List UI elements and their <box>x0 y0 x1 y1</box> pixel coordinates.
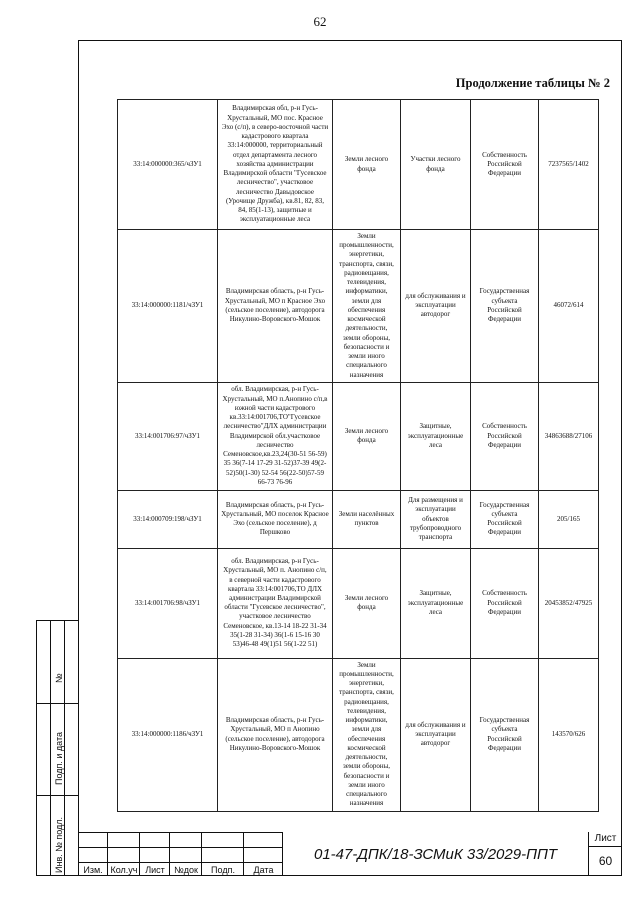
title-block <box>78 832 622 876</box>
sheet-box <box>588 832 622 876</box>
stamp-label-date: Дата <box>253 865 274 875</box>
cell-cadastral: 33:14:000000:1181/чЗУ1 <box>118 230 218 383</box>
cell-address: обл. Владимирская, р-н Гусь-Хрустальный, МО п. Анопино с/п, в северной части кадастрового квартала 33:14:001706,ТО ДЛХ администрации Владимирской области "Гусевское лесничество", участковое лесничество Семеновское, кв.13-14 18-22 31-34 35(1-28 31-34) 36(1-6 15-16 30 53)46-48 49(1)51 56(1-22 51) <box>218 548 333 658</box>
table-caption: Продолжение таблицы № 2 <box>455 76 610 90</box>
cell-cadastral: 33:14:000709:198/чЗУ1 <box>118 490 218 548</box>
cell-owner: Государственная субъекта Российской Федерации <box>471 490 539 548</box>
inventory-number-label: Инв. № подл. <box>54 816 64 873</box>
cell-use: для обслуживания и эксплуатации автодорог <box>401 230 471 383</box>
cell-area: 46072/614 <box>539 230 599 383</box>
cell-owner: Государственная субъекта Российской Федерации <box>471 230 539 383</box>
table-row <box>118 230 599 383</box>
cell-use: Защитные, эксплуатационные леса <box>401 548 471 658</box>
cell-use: для обслуживания и эксплуатации автодорог <box>401 658 471 811</box>
cell-use: Защитные, эксплуатационные леса <box>401 382 471 490</box>
cell-category: Земли лесного фонда <box>333 382 401 490</box>
number-label: № <box>54 673 64 683</box>
sheet-label: Лист <box>589 832 622 847</box>
cell-use: Участки лесного фонда <box>401 100 471 230</box>
cell-area: 7237565/1402 <box>539 100 599 230</box>
stamp-label-doc: №док <box>174 865 198 875</box>
cell-address: Владимирская обл, р-н Гусь-Хрустальный, МО пос. Красное Эхо (с/п), в северо-восточной части кадастрового квартала 33:14:000000, территориальный отдел департамента лесного хозяйства администрации Владимирской области "Гусевское лесничество", участковое лесничество Давыдовское (Урочище Дружба), кв.81, 82, 83, 84, 85(1-13), защитные и эксплуатационные леса <box>218 100 333 230</box>
table-row <box>118 658 599 811</box>
stamp-label-sign: Подп. <box>211 865 235 875</box>
signature-date-label: Подп. и дата <box>54 731 64 785</box>
cell-area: 143570/626 <box>539 658 599 811</box>
binding-strip <box>36 620 78 876</box>
cell-owner: Собственность Российской Федерации <box>471 382 539 490</box>
cell-owner: Государственная субъекта Российской Федерации <box>471 658 539 811</box>
cell-cadastral: 33:14:000000:365/чЗУ1 <box>118 100 218 230</box>
cell-address: Владимирская область, р-н Гусь-Хрустальный, МО поселок Красное Эхо (сельское поселение), д Першково <box>218 490 333 548</box>
cell-owner: Собственность Российской Федерации <box>471 548 539 658</box>
cell-cadastral: 33:14:001706:98/чЗУ1 <box>118 548 218 658</box>
revision-grid <box>78 832 283 876</box>
cell-area: 34863688/27106 <box>539 382 599 490</box>
document-code: 01-47-ДПК/18-ЗСМиК 33/2029-ППТ <box>314 845 557 863</box>
cell-owner: Собственность Российской Федерации <box>471 100 539 230</box>
page-number: 62 <box>313 14 327 29</box>
cell-area: 20453852/47925 <box>539 548 599 658</box>
cell-address: Владимирская область, р-н Гусь-Хрустальный, МО п Красное Эхо (сельское поселение), автодорога Никулино-Воровского-Мошок <box>218 230 333 383</box>
cell-use: Для размещения и эксплуатации объектов трубопроводного транспорта <box>401 490 471 548</box>
stamp-label-sheet: Лист <box>145 865 165 875</box>
sheet-number: 60 <box>598 854 613 868</box>
table-row <box>118 548 599 658</box>
cell-address: обл. Владимирская, р-н Гусь-Хрустальный, МО п.Анопино с/п,в южной части кадастрового кв.33:14:001706,ТО"Гусевское лесничество"ДЛХ администрации Владимирской обл.участковое лесничество Семеновское,кв.23,24(30-51 56-59) 35 36(7-14 17-29 31-52)37-39 49(2-52)50(1-30) 52-54 56(22-50)57-59 66-73 76-96 <box>218 382 333 490</box>
cell-area: 205/165 <box>539 490 599 548</box>
cell-category: Земли лесного фонда <box>333 100 401 230</box>
table-row <box>118 100 599 230</box>
cell-category: Земли населённых пунктов <box>333 490 401 548</box>
cell-category: Земли промышленности, энергетики, транспорта, связи, радиовещания, телевидения, информатики, земли для обеспечения космической деятельности, земли обороны, безопасности и земли иного специального назначения <box>333 230 401 383</box>
table-row <box>118 382 599 490</box>
land-plots-table <box>117 99 599 812</box>
stamp-label-count: Кол.уч <box>110 865 138 875</box>
cell-cadastral: 33:14:000000:1186/чЗУ1 <box>118 658 218 811</box>
cell-category: Земли промышленности, энергетики, транспорта, связи, радиовещания, телевидения, информатики, земли для обеспечения космической деятельности, земли обороны, безопасности и земли иного специального назначения <box>333 658 401 811</box>
cell-cadastral: 33:14:001706:97/чЗУ1 <box>118 382 218 490</box>
cell-address: Владимирская область, р-н Гусь-Хрустальный, МО п Анопино (сельское поселение), автодорога Никулино-Воровского-Мошок <box>218 658 333 811</box>
stamp-label-change: Изм. <box>83 865 103 875</box>
cell-category: Земли лесного фонда <box>333 548 401 658</box>
table-row <box>118 490 599 548</box>
